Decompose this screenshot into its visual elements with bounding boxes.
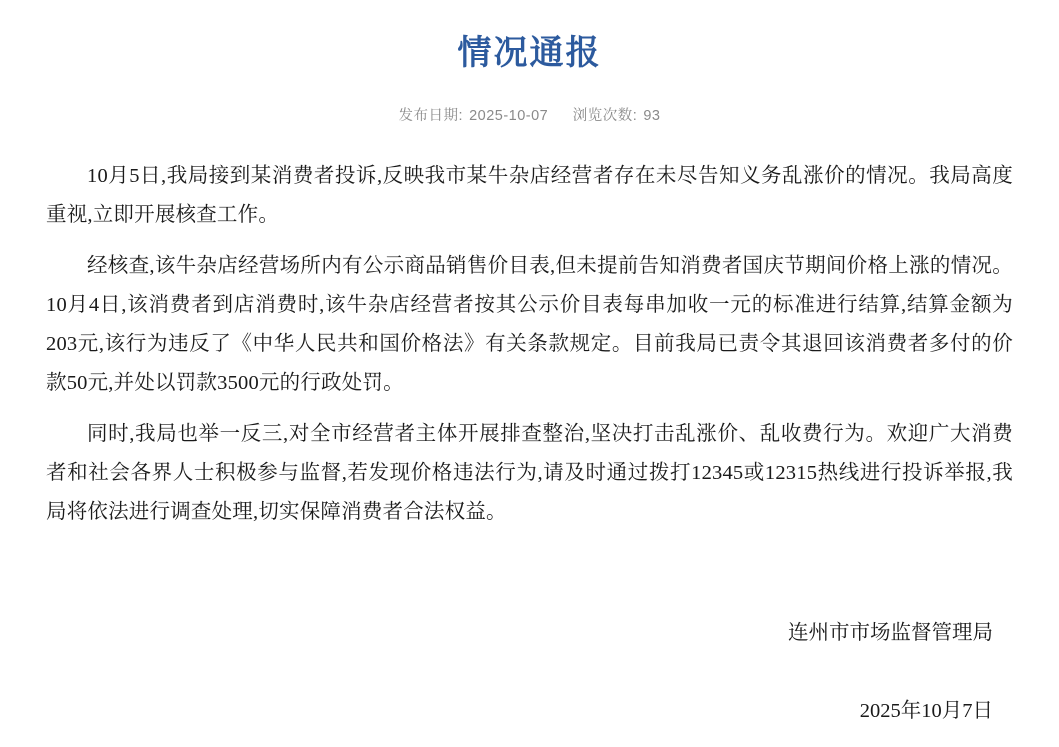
publish-date-value: 2025-10-07 bbox=[469, 107, 549, 124]
body-paragraph: 10月5日,我局接到某消费者投诉,反映我市某牛杂店经营者存在未尽告知义务乱涨价的情况。我局高度重视,立即开展核查工作。 bbox=[46, 164, 1013, 226]
view-count-label: 浏览次数: bbox=[572, 107, 638, 124]
issuing-authority: 连州市市场监督管理局 bbox=[788, 622, 993, 644]
issue-date: 2025年10月7日 bbox=[859, 700, 993, 722]
document-meta bbox=[24, 104, 1035, 125]
page-title: 情况通报 bbox=[457, 34, 602, 72]
view-count bbox=[573, 104, 661, 125]
publish-date-label: 发布日期: bbox=[398, 107, 464, 124]
document-body bbox=[24, 157, 1035, 532]
body-paragraph: 同时,我局也举一反三,对全市经营者主体开展排查整治,坚决打击乱涨价、乱收费行为。欢迎广大消费者和社会各界人士积极参与监督,若发现价格违法行为,请及时通过拨打12345或12315热线进行投诉举报,我局将依法进行调查处理,切实保障消费者合法权益。 bbox=[46, 422, 1013, 523]
publish-date bbox=[399, 104, 549, 125]
view-count-value: 93 bbox=[643, 107, 661, 124]
body-paragraph: 经核查,该牛杂店经营场所内有公示商品销售价目表,但未提前告知消费者国庆节期间价格上涨的情况。10月4日,该消费者到店消费时,该牛杂店经营者按其公示价目表每串加收一元的标准进行结算,结算金额为203元,该行为违反了《中华人民共和国价格法》有关条款规定。目前我局已责令其退回该消费者多付的价款50元,并处以罚款3500元的行政处罚。 bbox=[46, 254, 1013, 394]
